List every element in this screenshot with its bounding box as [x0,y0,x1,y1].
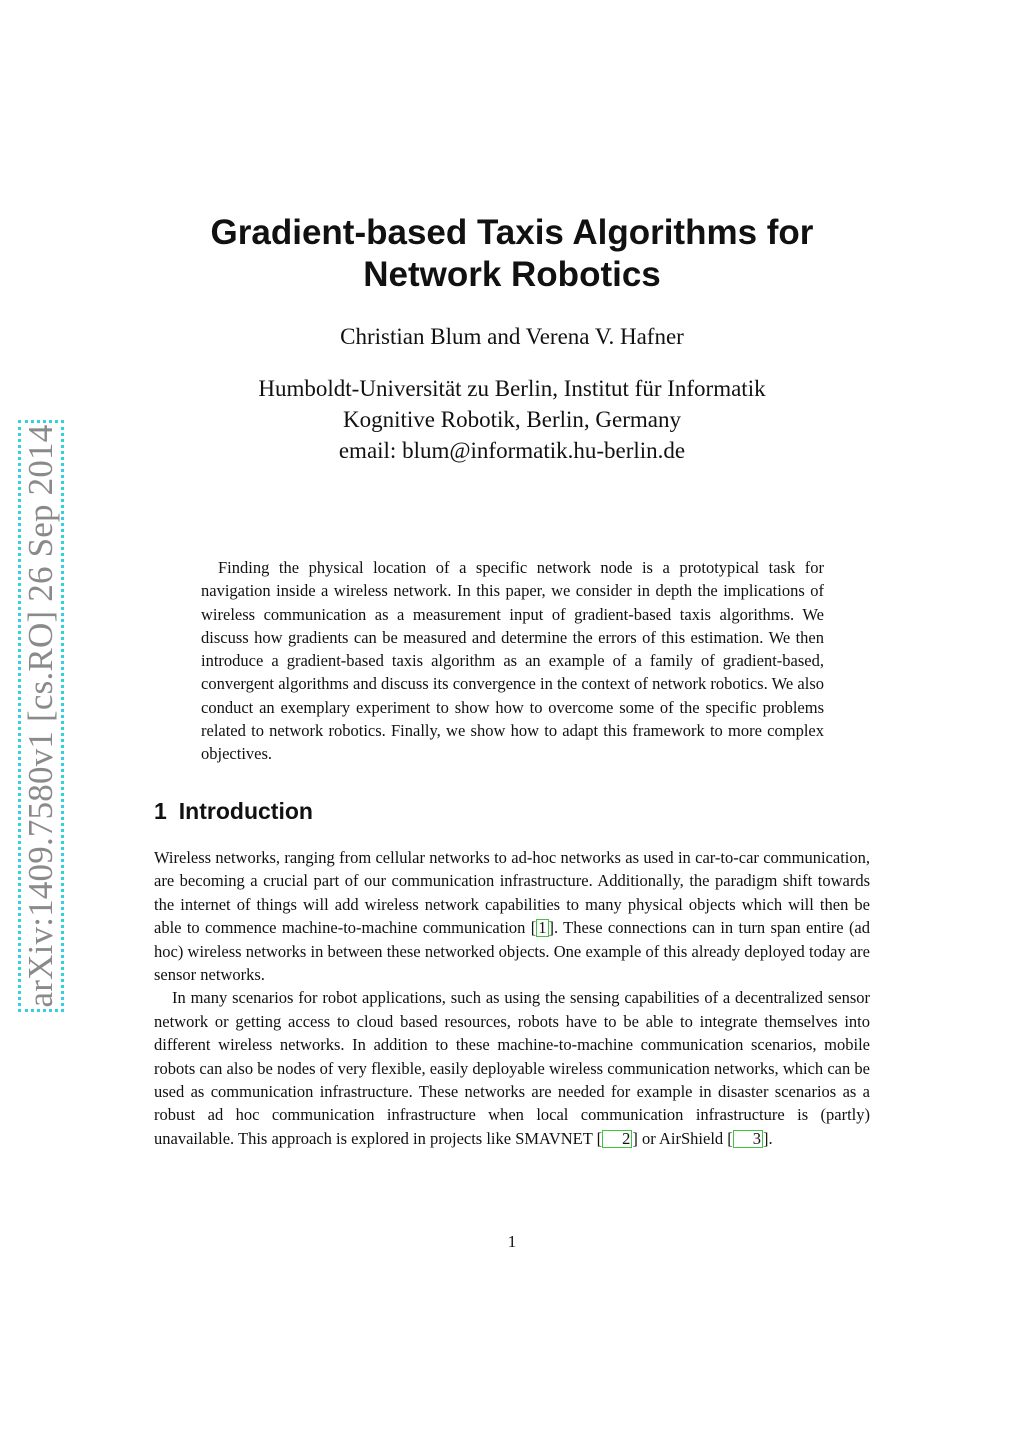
citation-link[interactable]: 2 [602,1130,632,1148]
paragraph-text: ] or AirShield [ [632,1128,733,1148]
citation-link[interactable]: 3 [733,1130,763,1148]
affiliation-group: Kognitive Robotik, Berlin, Germany [343,407,681,432]
paper-title-line-2: Network Robotics [363,255,661,294]
affiliation-institution: Humboldt-Universität zu Berlin, Institut für Informatik [258,376,766,401]
affiliation-email[interactable]: email: blum@informatik.hu-berlin.de [338,438,686,463]
paper-affiliation [150,373,874,466]
paragraph-text: ]. [763,1128,773,1148]
paper-title [150,212,874,296]
paragraph-text: In many scenarios for robot applications, such as using the sensing capabilities of a decentralized sensor network or getting access to cloud based resources, robots have to be able to integrate themselves into different wireless networks. In addition to these machine-to-machine communication scenarios, mobile robots can also be nodes of very flexible, easily deployable wireless communication networks, which can be used as communication infrastructure. These networks are needed for example in disaster scenarios as a robust ad hoc communication infrastructure when local communication infrastructure is (partly) unavailable. This approach is explored in projects like SMAVNET [ [154,988,870,1148]
arxiv-identifier[interactable]: arXiv:1409.7580v1 [cs.RO] 26 Sep 2014 [21,424,60,1008]
introduction-body [154,846,870,1150]
paragraph-text: Wireless networks, ranging from cellular networks to ad-hoc networks as used in car-to-car communication, are becoming a crucial part of our communication infrastructure. Additionally, the paradigm shift towards the internet of things will add wireless network capabilities to many physical objects which will then be able to commence machine-to-machine communication [ [154,848,870,938]
paragraph [154,986,870,1150]
citation-link[interactable]: 1 [538,918,547,938]
paragraph [154,846,870,986]
section-title: Introduction [178,798,313,824]
paper-authors: Christian Blum and Verena V. Hafner [340,324,684,349]
abstract: Finding the physical location of a specific network node is a prototypical task for navigation inside a wireless network. In this paper, we consider in depth the implications of wireless communication as a measurement input of gradient-based taxis algorithms. We discuss how gradients can be measured and determine the errors of this estimation. We then introduce a gradient-based taxis algorithm as an example of a family of gradient-based, convergent algorithms and discuss its convergence in the context of network robotics. We also conduct an exemplary experiment to show how to overcome some of the specific problems related to network robotics. Finally, we show how to adapt this framework to more complex objectives. [201,558,824,764]
section-heading-introduction [154,796,313,826]
section-number: 1 [154,798,167,824]
page-number: 1 [507,1232,517,1251]
paragraph-text: ]. These connections can in turn span entire (ad hoc) wireless networks in between these networked objects. One example of this already deployed today are sensor networks. [154,918,871,985]
paper-title-line-1: Gradient-based Taxis Algorithms for [210,213,814,252]
